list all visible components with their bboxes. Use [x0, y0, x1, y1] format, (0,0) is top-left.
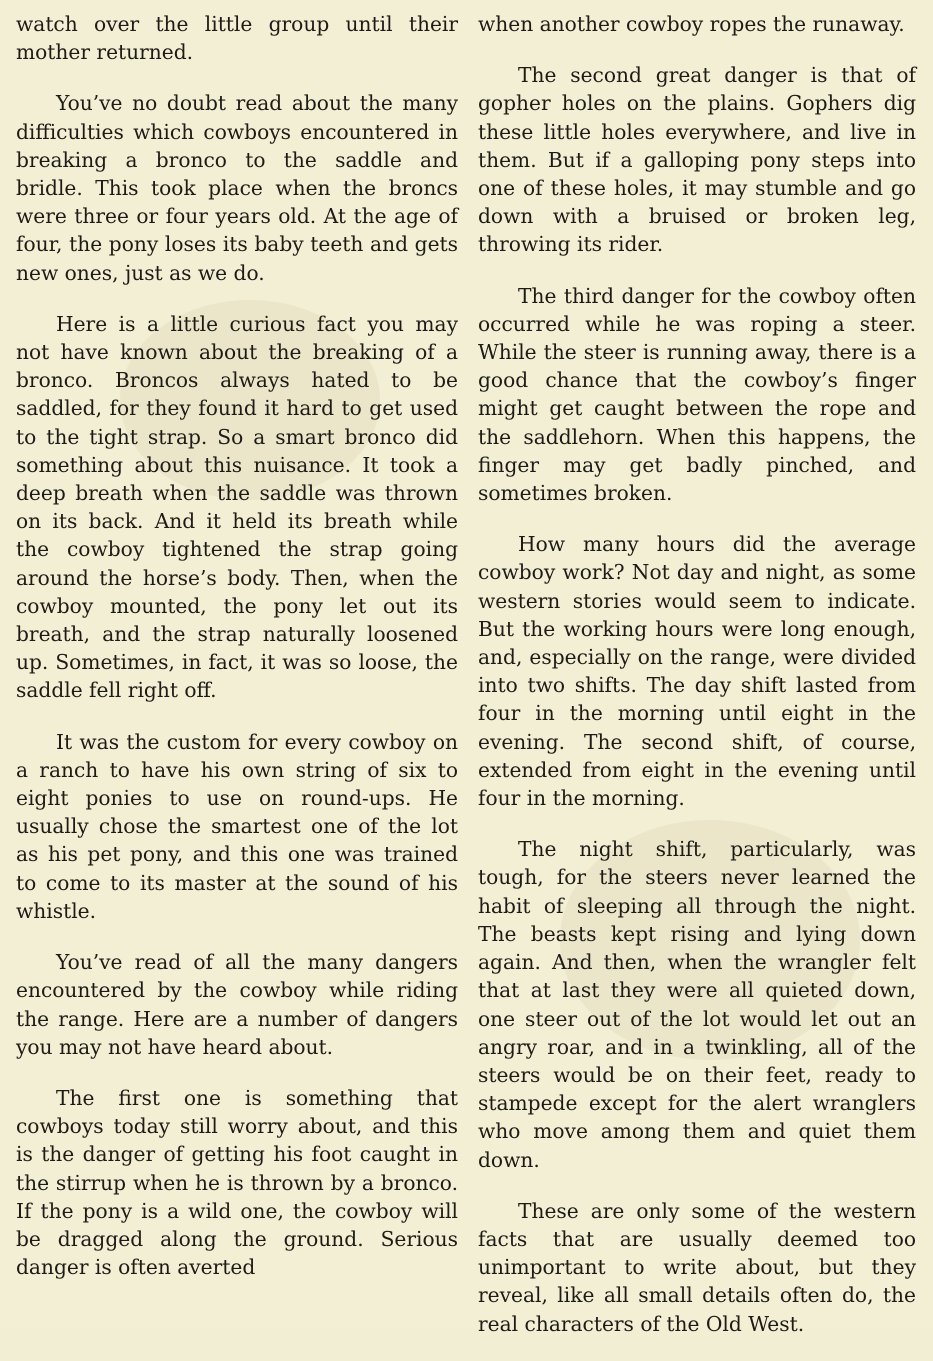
paragraph: You’ve no doubt read about the many difficulties which cowboys encountered in breaking a bronco to the saddle and bridle. This took place when the broncs were three or four years old. At the age of four, the pony loses its baby teeth and gets new ones, just as we do. [16, 91, 458, 285]
closing-paragraph: These are only some of the western facts that are usually deemed too unimportant to write about, but they reveal, like all small details often do, the real characters of the Old West. [478, 1198, 916, 1336]
left-column [16, 10, 458, 1304]
paragraph: watch over the little group until their mother returned. [16, 12, 458, 65]
paragraph: How many hours did the average cowboy work? Not day and night, as some western stories would seem to indicate. But the working hours were long enough, and, especially on the range, were divided into two shifts. The day shift lasted from four in the morning until eight in the evening. The second shift, of course, extended from eight in the evening until four in the morning. [478, 532, 916, 811]
paragraph: Here is a little curious fact you may not have known about the breaking of a bronco. Broncos always hated to be saddled, for they found it hard to get used to the tight strap. So a smart bronco did something about this nuisance. It took a deep breath when the saddle was thrown on its back. And it held its breath while the cowboy tightened the strap going around the horse’s body. Then, when the cowboy mounted, the pony let out its breath, and the strap naturally loosened up. Sometimes, in fact, it was so loose, the saddle fell right off. [16, 311, 458, 703]
paragraph: The first one is something that cowboys today still worry about, and this is the danger of getting his foot caught in the stirrup when he is thrown by a bronco. If the pony is a wild one, the cowboy will be dragged along the ground. Serious danger is often averted [16, 1085, 458, 1280]
right-column [478, 10, 916, 1361]
paragraph: You’ve read of all the many dangers encountered by the cowboy while riding the range. Here are a number of dangers you may not have heard about. [16, 950, 458, 1059]
paragraph: The night shift, particularly, was tough, for the steers never learned the habit of sleeping all through the night. The beasts kept rising and lying down again. And then, when the wrangler felt that at last they were all quieted down, one steer out of the lot would let out an angry roar, and in a twinkling, all of the steers would be on their feet, ready to stampede except for the alert wranglers who move among them and quiet them down. [478, 837, 916, 1172]
paragraph: when another cowboy ropes the runaway. [478, 12, 905, 36]
paragraph: The third danger for the cowboy often occurred while he was roping a steer. While the steer is running away, there is a good chance that the cowboy’s finger might get caught between the rope and the saddlehorn. When this happens, the finger may get badly pinched, and sometimes broken. [478, 283, 916, 506]
paragraph: It was the custom for every cowboy on a ranch to have his own string of six to eight ponies to use on round-ups. He usually chose the smartest one of the lot as his pet pony, and this one was trained to come to its master at the sound of his whistle. [16, 729, 458, 923]
paragraph: The second great danger is that of gopher holes on the plains. Gophers dig these little holes everywhere, and live in them. But if a galloping pony steps into one of these holes, it may stumble and go down with a bruised or broken leg, throwing its rider. [478, 63, 916, 257]
